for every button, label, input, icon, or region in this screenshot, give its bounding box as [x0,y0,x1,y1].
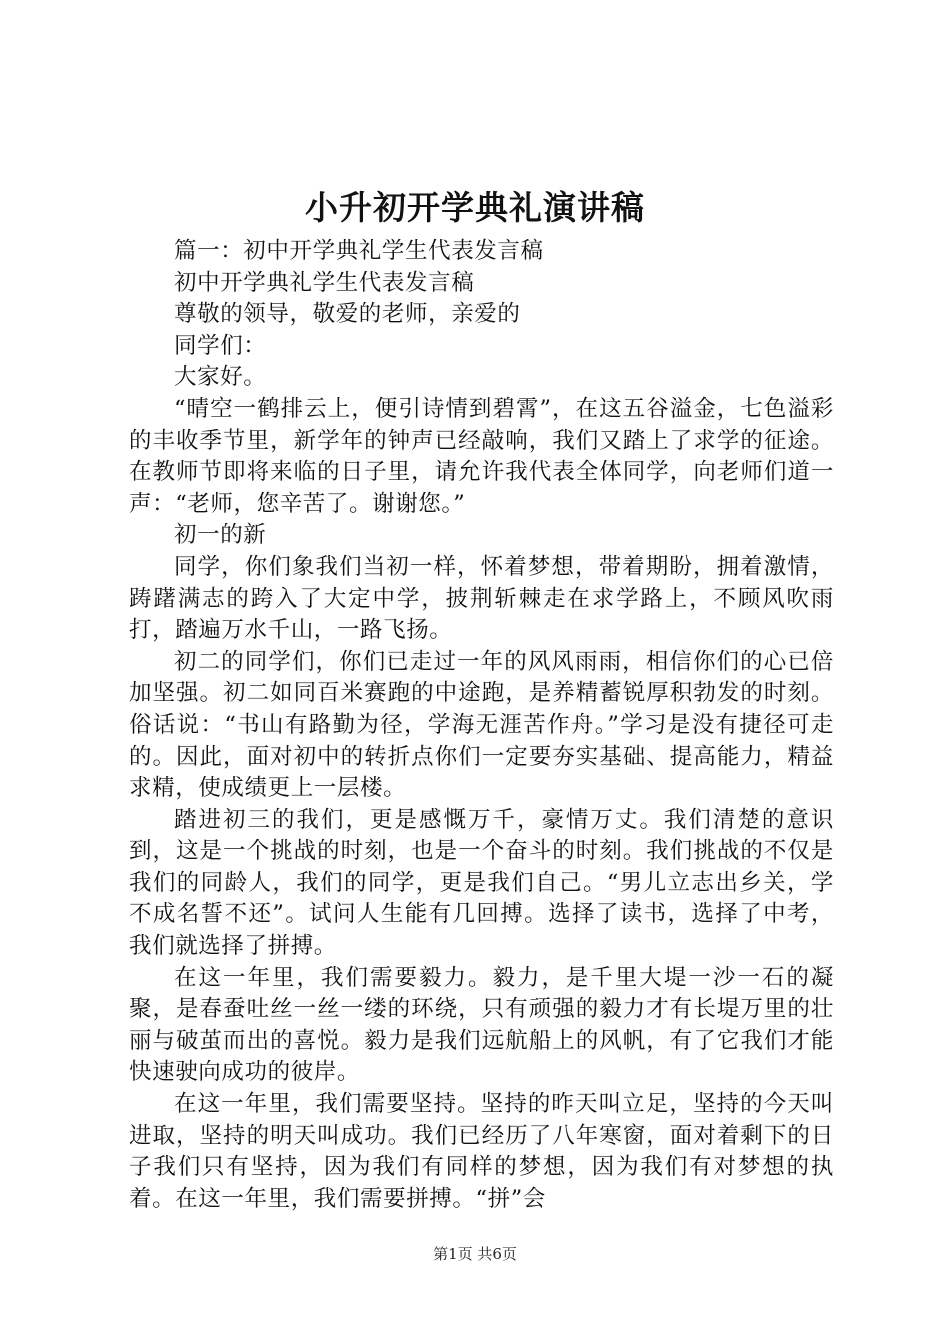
paragraph: “晴空一鹤排云上，便引诗情到碧霄”，在这五谷溢金，七色溢彩的丰收季节里，新学年的钟声已经敲响，我们又踏上了求学的征途。在教师节即将来临的日子里，请允许我代表全体同学，向老师们道一声：“老师，您辛苦了。谢谢您。” [129,395,834,517]
paragraph: 在这一年里，我们需要坚持。坚持的昨天叫立足，坚持的今天叫进取，坚持的明天叫成功。我们已经历了八年寒窗，面对着剩下的日子我们只有坚持，因为我们有同样的梦想，因为我们有对梦想的执着。在这一年里，我们需要拼搏。“拼”会 [129,1091,834,1212]
page-footer: 第1页 共6页 [433,1245,517,1263]
paragraph: 同学们： [174,332,267,359]
paragraph: 踏进初三的我们，更是感慨万千，豪情万丈。我们清楚的意识到，这是一个挑战的时刻，也是一个奋斗的时刻。我们挑战的不仅是我们的同龄人，我们的同学，更是我们自己。“男儿立志出乡关，学不成名誓不还”。试问人生能有几回搏。选择了读书，选择了中考，我们就选择了拼搏。 [129,806,834,960]
document-body [129,236,834,1215]
paragraph: 在这一年里，我们需要毅力。毅力，是千里大堤一沙一石的凝聚，是春蚕吐丝一丝一缕的环绕，只有顽强的毅力才有长堤万里的壮丽与破茧而出的喜悦。毅力是我们远航船上的风帆，有了它我们才能快速驶向成功的彼岸。 [129,964,834,1086]
paragraph: 同学，你们象我们当初一样，怀着梦想，带着期盼，拥着激情，踌躇满志的跨入了大定中学，披荆斩棘走在求学路上，不顾风吹雨打，踏遍万水千山，一路飞扬。 [129,553,834,644]
paragraph: 初二的同学们，你们已走过一年的风风雨雨，相信你们的心已倍加坚强。初二如同百米赛跑的中途跑，是养精蓄锐厚积勃发的时刻。俗话说：“书山有路勤为径，学海无涯苦作舟。”学习是没有捷径可走的。因此，面对初中的转折点你们一定要夯实基础、提高能力，精益求精，使成绩更上一层楼。 [129,648,834,802]
paragraph: 初中开学典礼学生代表发言稿 [174,269,475,296]
paragraph: 大家好。 [174,364,267,391]
paragraph: 尊敬的领导，敬爱的老师，亲爱的 [174,301,521,328]
paragraph: 初一的新 [174,522,267,549]
paragraph: 篇一：初中开学典礼学生代表发言稿 [174,238,544,264]
document-title: 小升初开学典礼演讲稿 [305,188,645,227]
